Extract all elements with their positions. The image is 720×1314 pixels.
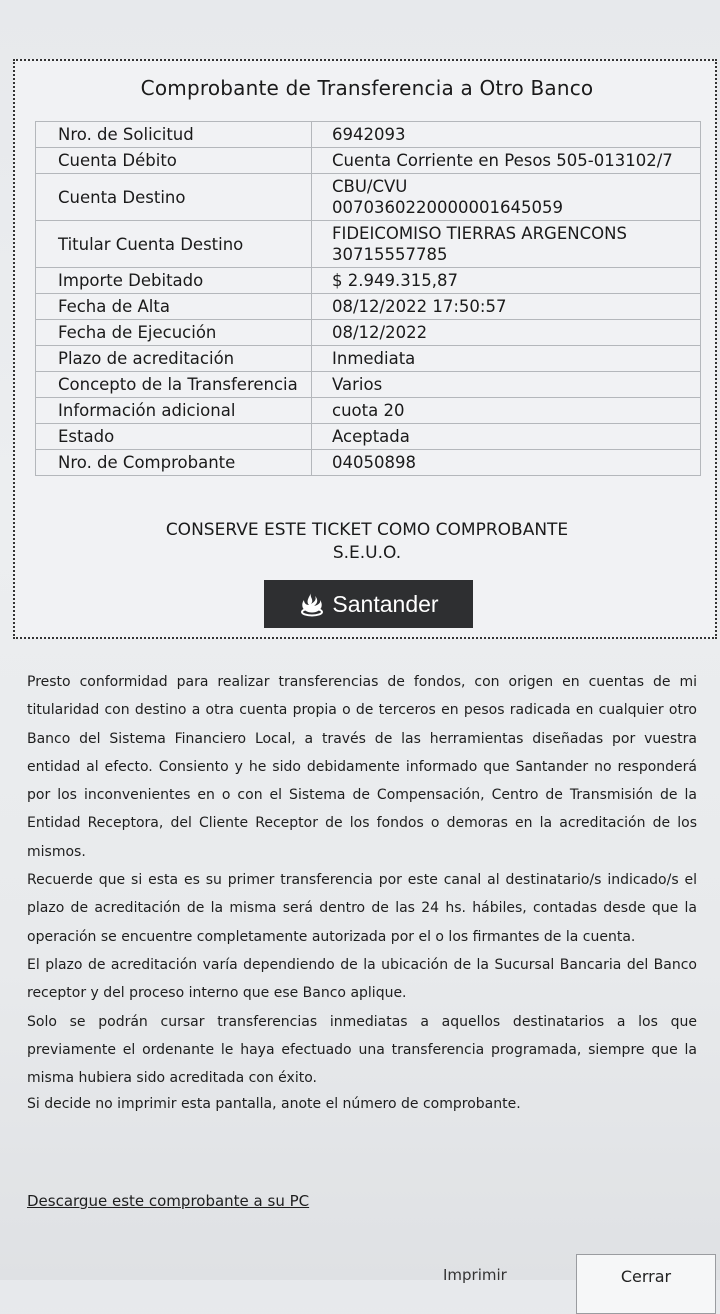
santander-logo	[264, 580, 473, 628]
row-value: 6942093	[312, 122, 701, 148]
conserve-notice	[15, 519, 719, 565]
row-label: Cuenta Débito	[36, 148, 312, 174]
row-label: Importe Debitado	[36, 268, 312, 294]
row-value	[312, 174, 701, 221]
row-value: cuota 20	[312, 398, 701, 424]
table-row	[36, 320, 701, 346]
table-row	[36, 346, 701, 372]
row-value-line1: FIDEICOMISO TIERRAS ARGENCONS	[332, 224, 627, 243]
row-label: Titular Cuenta Destino	[36, 221, 312, 268]
row-label: Nro. de Solicitud	[36, 122, 312, 148]
download-receipt-link[interactable]: Descargue este comprobante a su PC	[27, 1192, 310, 1210]
row-value: Varios	[312, 372, 701, 398]
flame-icon	[298, 590, 326, 618]
row-label: Fecha de Alta	[36, 294, 312, 320]
row-value	[312, 221, 701, 268]
close-button[interactable]: Cerrar	[576, 1254, 716, 1314]
table-row	[36, 148, 701, 174]
row-label: Cuenta Destino	[36, 174, 312, 221]
brand-name: Santander	[332, 590, 439, 617]
row-value-line1: CBU/CVU	[332, 177, 408, 196]
receipt-title: Comprobante de Transferencia a Otro Banco	[140, 76, 594, 100]
table-row	[36, 268, 701, 294]
table-row	[36, 398, 701, 424]
conserve-line: CONSERVE ESTE TICKET COMO COMPROBANTE	[165, 520, 569, 540]
row-value-line2: 0070360220000001645059	[332, 198, 563, 217]
row-value-line2: 30715557785	[332, 245, 448, 264]
row-value: 08/12/2022 17:50:57	[312, 294, 701, 320]
row-value: Inmediata	[312, 346, 701, 372]
row-label: Estado	[36, 424, 312, 450]
row-value: 08/12/2022	[312, 320, 701, 346]
row-label: Fecha de Ejecución	[36, 320, 312, 346]
table-row	[36, 174, 701, 221]
disclaimer-paragraph: Recuerde que si esta es su primer transferencia por este canal al destinatario/s indicado/s el plazo de acreditación de la misma será dentro de las 24 hs. hábiles, contadas desde que la operación se encuentre completamente autorizada por el o los firmantes de la cuenta.	[27, 872, 697, 945]
print-button[interactable]: Imprimir	[443, 1266, 507, 1284]
disclaimer-paragraph: Presto conformidad para realizar transferencias de fondos, con origen en cuentas de mi titularidad con destino a otra cuenta propia o de terceros en pesos radicada en cualquier otro Banco del Sistema Financiero Local, a través de las herramientas diseñadas por vuestra entidad al efecto. Consiento y he sido debidamente informado que Santander no responderá por los inconvenientes en o con el Sistema de Compensación, Centro de Transmisión de la Entidad Receptora, del Cliente Receptor de los fondos o demoras en la acreditación de los mismos.	[27, 674, 697, 860]
disclaimer-paragraph: El plazo de acreditación varía dependiendo de la ubicación de la Sucursal Bancaria del Banco receptor y del proceso interno que ese Banco aplique.	[27, 956, 697, 1002]
row-label: Nro. de Comprobante	[36, 450, 312, 476]
row-label: Concepto de la Transferencia	[36, 372, 312, 398]
print-note: Si decide no imprimir esta pantalla, anote el número de comprobante.	[27, 1096, 521, 1112]
row-label: Plazo de acreditación	[36, 346, 312, 372]
table-row	[36, 424, 701, 450]
row-label: Información adicional	[36, 398, 312, 424]
row-value: Aceptada	[312, 424, 701, 450]
transfer-receipt	[13, 59, 717, 639]
receipt-details-table	[35, 121, 701, 476]
row-value: $ 2.949.315,87	[312, 268, 701, 294]
table-row	[36, 122, 701, 148]
disclaimer-text	[27, 668, 697, 1092]
row-value: Cuenta Corriente en Pesos 505-013102/7	[312, 148, 701, 174]
seuo-line: S.E.U.O.	[332, 543, 402, 563]
table-row	[36, 372, 701, 398]
table-row	[36, 294, 701, 320]
table-row	[36, 221, 701, 268]
row-value: 04050898	[312, 450, 701, 476]
disclaimer-paragraph: Solo se podrán cursar transferencias inmediatas a aquellos destinatarios a los que previamente el ordenante le haya efectuado una transferencia programada, siempre que la misma hubiera sido acreditada con éxito.	[27, 1013, 697, 1087]
table-row	[36, 450, 701, 476]
